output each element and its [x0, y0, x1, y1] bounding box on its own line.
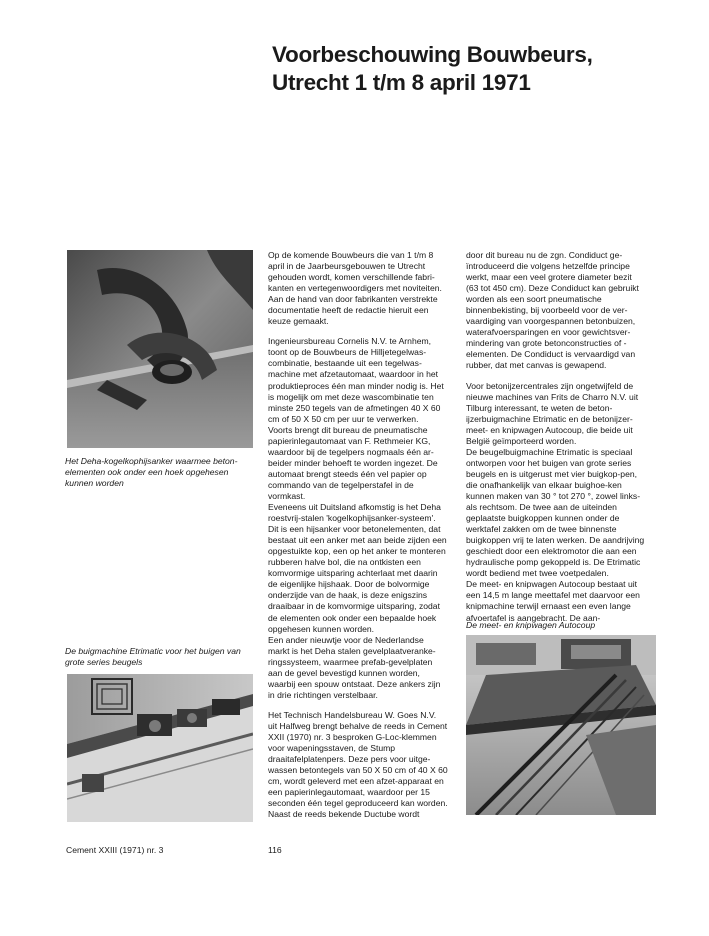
- deha-anchor-photo: [67, 250, 253, 448]
- paragraph: Voor betonijzercentrales zijn ongetwijfeld de nieuwe machines van Frits de Charro N.V. uit Tilburg interessant, te weten de beton- ijzerbuigmachine Etrimatic en de betonijzer- meet- en knipwagen Autocoup, die beide uit België geïmporteerd worden. De beugelbuigmachine Etrimatic is speciaal ontworpen voor het buigen van grote series beugels en is uitgerust met vier buigkop-pen, die onafhankelijk van elkaar buighoe-ken kunnen maken van 30 ° tot 270 °, zowel links- als rechtsom. De twee aan de uiteinden geplaatste buigkoppen kunnen onder de werktafel zakken om de twee binnenste buigkoppen vrij te laten werken. De aandrijving geschiedt door een elektromotor die aan een hydraulische pomp gekoppeld is. De Etrimatic wordt bediend met twee voetpedalen. De meet- en knipwagen Autocoup bestaat uit een 14,5 m lange meettafel met daarvoor een knipmachine terwijl ernaast een even lange afvoertafel is aangebracht. De aan-: [466, 380, 645, 623]
- paragraph: Op de komende Bouwbeurs die van 1 t/m 8 april in de Jaarbeursgebouwen te Utrecht gehouden wordt, komen verschillende fabri- kanten en vertegenwoordigers met noviteiten. Aan de hand van door fabrikanten verstrekte documentatie heeft de redactie hieruit een keuze gemaakt.: [268, 250, 442, 327]
- journal-citation: Cement XXIII (1971) nr. 3: [66, 845, 164, 855]
- title-line-1: Voorbeschouwing Bouwbeurs,: [272, 42, 593, 67]
- paragraph: Ingenieursbureau Cornelis N.V. te Arnhem, toont op de Bouwbeurs de Hilljetegelwas- combinatie, bestaande uit een tegelwas- machine met afzetautomaat, waardoor in het produktieproces één man minder nodig is. Het is mogelijk om met deze wascombinatie ten minste 250 tegels van de afmetingen 40 X 60 cm of 50 X 50 cm per uur te verwerken. Voorts brengt dit bureau de pneumatische papierinlegautomaat van F. Rethmeier KG, waardoor bij de tegelpers nogmaals één ar- beider minder behoeft te worden ingezet. De automaat brengt steeds één vel papier op commando van de tegelperstafel in de vormkast. Eveneens uit Duitsland afkomstig is het Deha roestvrij-stalen 'kogelkophijsanker-systeem'. Dit is een hijsanker voor betonelementen, dat bestaat uit een anker met aan beide zijden een opgestuikte kop, een op het anker te monteren rubberen halve bol, die na ontkisten een komvormige uitsparing achterlaat met daarin de eigenlijke hijshaak. Door de bolvormige onderzijde van de haak, is deze enigszins draaibaar in de komvormige uitsparing, zodat de elementen ook onder een bepaalde hoek opgehesen kunnen worden. Een ander nieuwtje voor de Nederlandse markt is het Deha stalen gevelplaatveranke- ringssysteem, waarmee prefab-gevelplaten aan de gevel bevestigd kunnen worden, waarbij een spouw ontstaat. Deze ankers zijn in drie richtingen verstelbaar.: [268, 336, 447, 700]
- article-column-2: [466, 250, 654, 633]
- autocoup-measuring-cart-photo: [466, 635, 656, 815]
- paragraph: Het Technisch Handelsbureau W. Goes N.V. uit Halfweg brengt behalve de reeds in Cement XXII (1970) nr. 3 besproken G-Loc-klemmen voor wapeningsstaven, de Stump draaitafelplatenpers. Deze pers voor uitge- wassen betontegels van 50 X 50 cm of 40 X 60 cm, wordt geleverd met een afzet-apparaat en een papierinlegautomaat, waardoor per 15 seconden één tegel geproduceerd kan worden. Naast de reeds bekende Ductube wordt: [268, 709, 448, 820]
- article-column-1: [268, 250, 454, 829]
- caption-etrimatic: De buigmachine Etrimatic voor het buigen van grote series beugels: [65, 646, 241, 667]
- caption-autocoup: De meet- en knipwagen Autocoup: [466, 620, 596, 630]
- page-number: 116: [268, 845, 282, 855]
- article-title: [272, 41, 692, 97]
- caption-deha-anchor: Het Deha-kogelkophijsanker waarmee beton- elementen ook onder een hoek opgehesen kunnen worden: [65, 456, 238, 488]
- etrimatic-bending-machine-photo: [67, 674, 253, 822]
- title-line-2: Utrecht 1 t/m 8 april 1971: [272, 70, 531, 95]
- paragraph: door dit bureau nu de zgn. Condiduct ge- ïntroduceerd die volgens hetzelfde principe werkt, maar een veel grotere diameter bezit (63 tot 450 cm). Deze Condiduct kan gebruikt worden als een soort pneumatische binnenbekisting, bij voorbeeld voor de ver- vaardiging van voorgespannen betonbuizen, waterafvoersparingen en voor gewichtsver- mindering van grote betonconstructies of - elementen. De Condiduct is vervaardigd van rubber, dat met canvas is gewapend.: [466, 250, 639, 371]
